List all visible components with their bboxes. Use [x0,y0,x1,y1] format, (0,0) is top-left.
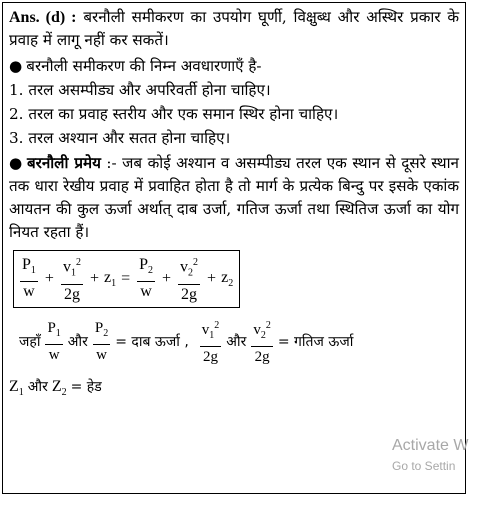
watermark-line-1: Activate W [392,437,469,454]
and-word: और [27,378,48,395]
velocity-term-2: $\frac{v_2^2}{2g}$ [178,253,200,305]
kinetic-fraction-2: $\frac{v_2^2}{2g}$ [251,316,273,367]
pressure-term-1: $\frac{P_1}{w}$ [22,256,36,301]
theorem-title: बरनौली प्रमेय [26,154,101,172]
assumptions-heading [9,54,459,78]
pressure-energy-label: = दाब ऊर्जा , [115,333,189,350]
pressure-term-2: $\frac{P_2}{w}$ [139,256,154,301]
answer-box [2,2,469,494]
head-label: = हेड [70,378,102,395]
pressure-fraction-1: $\frac{P_1}{w}$ [47,319,61,363]
kinetic-fraction-1: $\frac{v_1^2}{2g}$ [200,316,222,367]
where-word: जहाँ [19,333,41,350]
bernoulli-equation: $\frac{P_1}{w}$ + $\frac{v_1^2}{2g}$ + $z_1$ = $\frac{P_2}{w}$ + $\frac{v_2^2}{2g}$ + $z_2$ [18,253,233,305]
bernoulli-equation-box [13,250,240,308]
answer-paragraph [9,6,459,52]
theorem-separator: :- [106,154,117,172]
kinetic-energy-label: = गतिज ऊर्जा [277,333,354,350]
watermark-line-2: Go to Settin [392,459,456,473]
and-word: और [226,333,247,350]
assumption-item: 1. तरल असम्पीड्य और अपरिवर्ती होना चाहिए। [9,81,271,99]
bullet-icon: ● [9,57,23,75]
pressure-fraction-2: $\frac{P_2}{w}$ [94,319,109,363]
theorem-paragraph [9,152,459,244]
and-word: और [67,333,88,350]
head-definition: $Z_1$ और $Z_2$ = हेड [9,377,102,398]
assumptions-heading-text: बरनौली समीकरण की निम्न अवधारणाएँ है- [26,57,262,75]
answer-label: Ans. (d) : [9,9,77,26]
assumption-item: 3. तरल अश्यान और सतत होना चाहिए। [9,129,231,147]
answer-text: बरनौली समीकरण का उपयोग घूर्णी, विक्षुब्ध और अस्थिर प्रकार के प्रवाह में लागू नहीं कर सकतें। [9,8,460,49]
elevation-term-2: $z_2$ [221,268,234,289]
bullet-icon: ● [9,154,23,172]
activate-windows-watermark [392,436,468,476]
assumption-item: 2. तरल का प्रवाह स्तरीय और एक समान स्थिर होना चाहिए। [9,105,339,123]
velocity-term-1: $\frac{v_1^2}{2g}$ [61,253,83,305]
where-definitions [19,316,459,367]
elevation-term-1: $z_1$ [103,268,117,289]
theorem-text: जब कोई अश्यान व असम्पीड्य तरल एक स्थान से दूसरे स्थान तक धारा रेखीय प्रवाह में प्रवाहित होता है तो मार्ग के प्रत्येक बिन्दु पर इसके एकांक आयतन की कुल ऊर्जा अर्थात् दाब उर्जा, गतिज ऊर्जा तथा स्थितिज ऊर्जा का योग नियत रहता हैं। [9,154,459,241]
